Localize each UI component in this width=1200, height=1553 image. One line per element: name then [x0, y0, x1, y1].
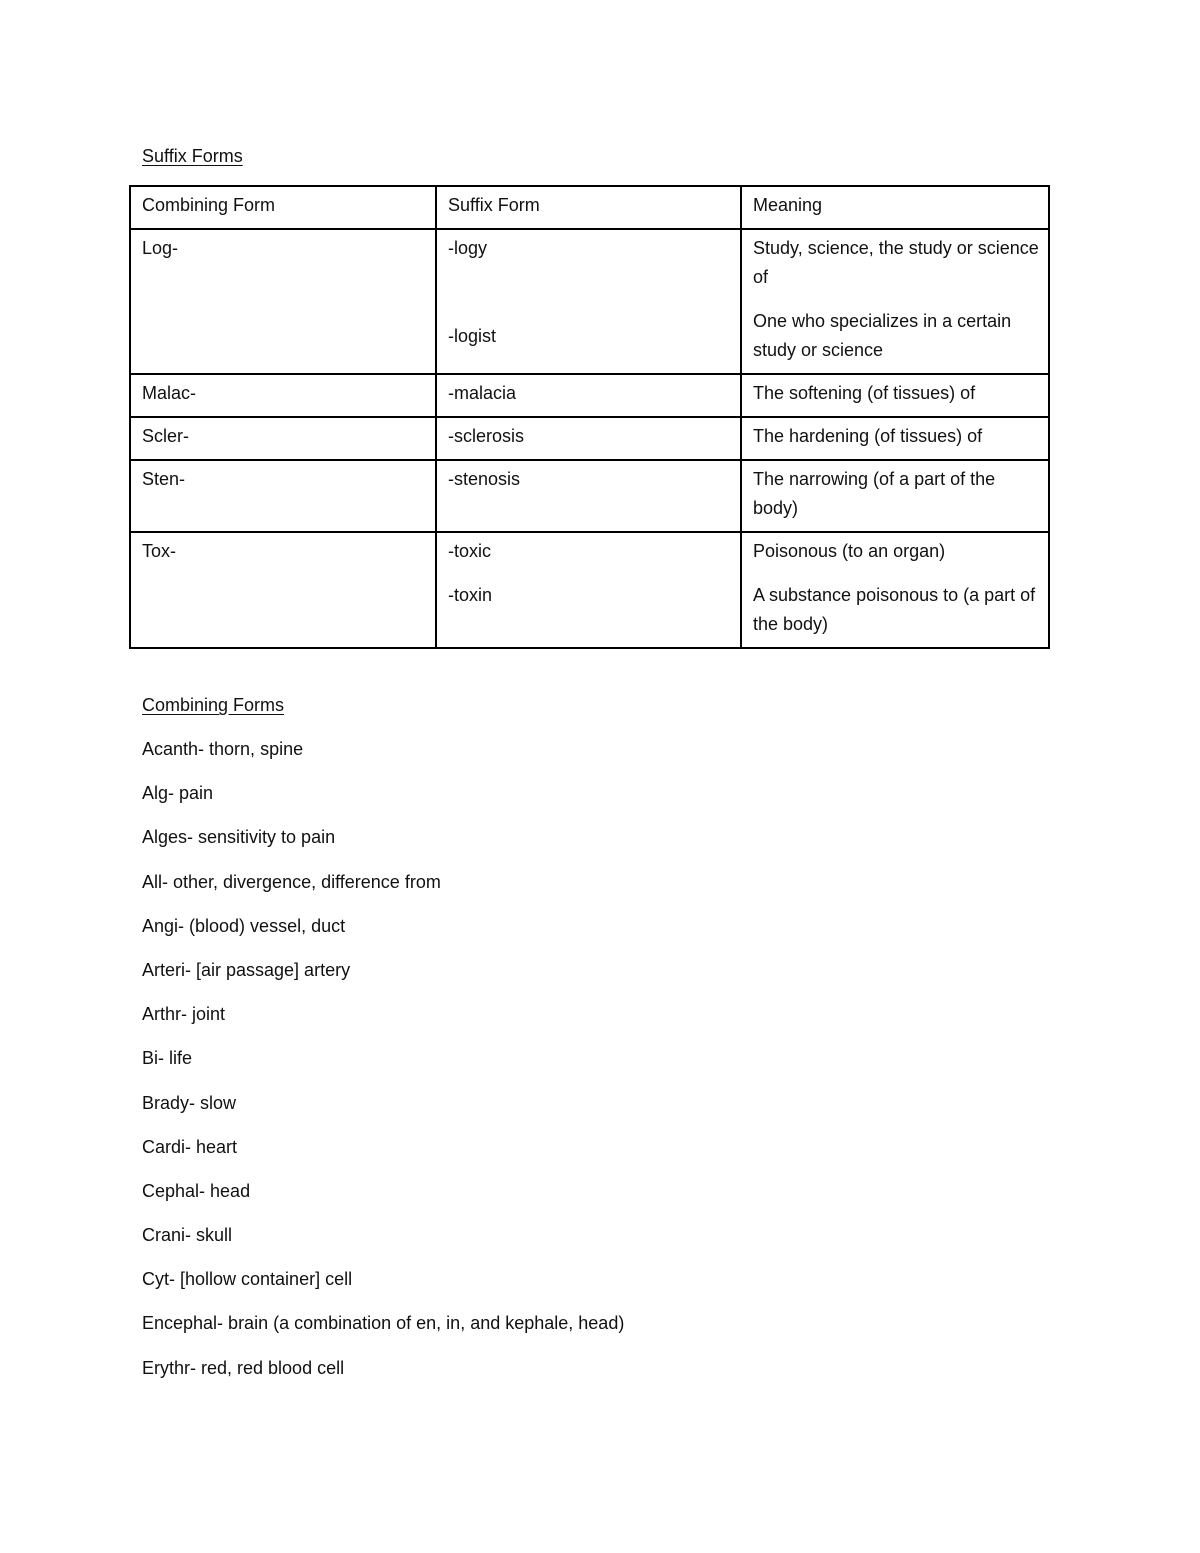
list-item: Bi- life: [142, 1048, 193, 1069]
combining-form-cell: Tox-: [130, 532, 436, 648]
list-item: Alg- pain: [142, 783, 214, 804]
list-item: Alges- sensitivity to pain: [142, 827, 336, 848]
list-item: Arthr- joint: [142, 1004, 226, 1025]
combining-form-cell: Log-: [130, 229, 436, 374]
meaning-text: Study, science, the study or science of: [753, 238, 1039, 287]
suffix-form-cell: -sclerosis: [436, 417, 741, 460]
meaning-cell: The hardening (of tissues) of: [741, 417, 1049, 460]
list-item: All- other, divergence, difference from: [142, 871, 441, 892]
table-header-row: [130, 186, 1049, 229]
table-row: [130, 460, 1049, 532]
header-suffix-form: Suffix Form: [436, 186, 741, 229]
combining-form-cell: Malac-: [130, 374, 436, 417]
combining-form-cell: Sten-: [130, 460, 436, 532]
list-item: Cardi- heart: [142, 1136, 238, 1157]
suffix-form-cell: [436, 229, 741, 374]
list-item: Erythr- red, red blood cell: [142, 1357, 345, 1378]
table-row: [130, 417, 1049, 460]
header-meaning: Meaning: [741, 186, 1049, 229]
suffix-form: -logy: [448, 238, 488, 258]
suffix-form: -logist: [448, 326, 497, 346]
table-row: [130, 229, 1049, 374]
meaning-cell: [741, 229, 1049, 374]
suffix-form: -toxic: [448, 541, 492, 561]
combining-forms-list: [142, 737, 624, 1400]
table-row: [130, 374, 1049, 417]
meaning-text: One who specializes in a certain study or science: [753, 311, 1012, 360]
list-item: Crani- skull: [142, 1225, 233, 1246]
combining-forms-heading: Combining Forms: [142, 695, 285, 715]
meaning-cell: [741, 532, 1049, 648]
list-item: Acanth- thorn, spine: [142, 739, 304, 759]
suffix-form: -toxin: [448, 585, 493, 605]
header-combining-form: Combining Form: [130, 186, 436, 229]
combining-form-cell: Scler-: [130, 417, 436, 460]
suffix-form-cell: -malacia: [436, 374, 741, 417]
suffix-form-cell: -stenosis: [436, 460, 741, 532]
list-item: Brady- slow: [142, 1092, 237, 1113]
list-item: Cyt- [hollow container] cell: [142, 1269, 353, 1290]
meaning-cell: The narrowing (of a part of the body): [741, 460, 1049, 532]
suffix-form-cell: [436, 532, 741, 648]
list-item: Cephal- head: [142, 1180, 251, 1201]
suffix-forms-heading: Suffix Forms: [142, 146, 243, 166]
meaning-text: Poisonous (to an organ): [753, 541, 946, 561]
list-item: Encephal- brain (a combination of en, in, and kephale, head): [142, 1313, 625, 1334]
suffix-forms-table: [129, 185, 1050, 649]
meaning-cell: The softening (of tissues) of: [741, 374, 1049, 417]
meaning-text: A substance poisonous to (a part of the body): [753, 585, 1036, 634]
table-row: [130, 532, 1049, 648]
list-item: Arteri- [air passage] artery: [142, 959, 351, 980]
list-item: Angi- (blood) vessel, duct: [142, 915, 346, 936]
